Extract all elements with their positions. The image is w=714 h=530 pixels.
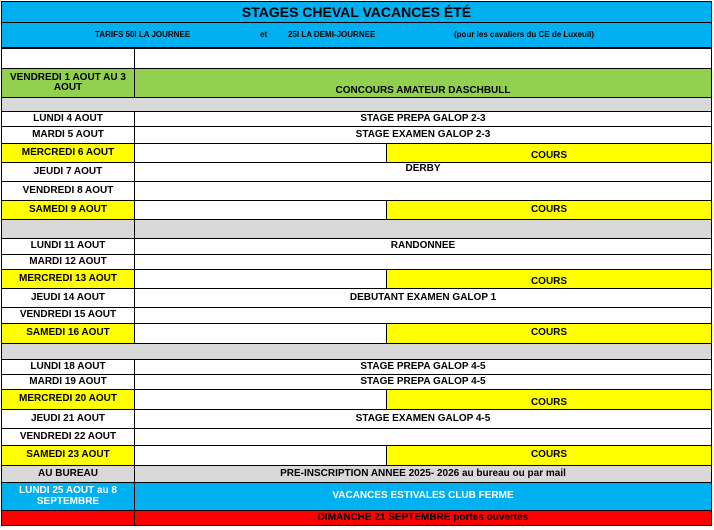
day-label: VENDREDI 8 AOUT xyxy=(1,181,135,201)
event-cell: DEBUTANT EXAMEN GALOP 1 xyxy=(134,288,712,308)
day-label: VENDREDI 15 AOUT xyxy=(1,307,135,324)
blank-cell xyxy=(134,323,387,344)
blank-cell xyxy=(134,428,712,446)
week-separator xyxy=(1,97,712,112)
blank-cell xyxy=(134,143,387,163)
blank-cell xyxy=(134,200,387,220)
blank-cell xyxy=(1,48,135,69)
day-label: LUNDI 4 AOUT xyxy=(1,111,135,127)
event-cell: CONCOURS AMATEUR DASCHBULL xyxy=(134,68,712,98)
day-label: MERCREDI 20 AOUT xyxy=(1,389,135,410)
red-cell xyxy=(1,510,135,526)
day-label: JEUDI 21 AOUT xyxy=(1,409,135,429)
event-cell: STAGE EXAMEN GALOP 2-3 xyxy=(134,126,712,144)
day-label: MARDI 19 AOUT xyxy=(1,374,135,390)
day-label: MARDI 5 AOUT xyxy=(1,126,135,144)
tarif-journee: TARIFS 50I LA JOURNEE xyxy=(95,30,191,39)
cours-cell: COURS xyxy=(386,269,712,289)
tarif-et: et xyxy=(260,30,268,39)
blank-cell xyxy=(134,307,712,324)
event-cell: VACANCES ESTIVALES CLUB FERME xyxy=(134,482,712,511)
day-label: LUNDI 18 AOUT xyxy=(1,359,135,375)
blank-cell xyxy=(134,181,712,201)
day-label: MARDI 12 AOUT xyxy=(1,254,135,270)
event-cell: DIMANCHE 21 SEPTEMBRE portes ouvertes xyxy=(134,510,712,526)
tarifs-row xyxy=(1,22,712,48)
blank-cell xyxy=(134,269,387,289)
week-separator xyxy=(1,219,135,239)
cours-cell: COURS xyxy=(386,389,712,410)
cours-cell: COURS xyxy=(386,143,712,163)
cours-cell: COURS xyxy=(386,445,712,466)
day-label: JEUDI 7 AOUT xyxy=(1,162,135,182)
event-cell: STAGE PREPA GALOP 2-3 xyxy=(134,111,712,127)
blank-cell xyxy=(134,389,387,410)
blank-cell xyxy=(134,254,712,270)
event-cell: STAGE EXAMEN GALOP 4-5 xyxy=(134,409,712,429)
blank-cell xyxy=(134,445,387,466)
week-separator xyxy=(1,343,712,360)
day-label: SAMEDI 16 AOUT xyxy=(1,323,135,344)
cours-cell: COURS xyxy=(386,200,712,220)
blank-cell xyxy=(134,48,712,69)
day-label: LUNDI 11 AOUT xyxy=(1,238,135,255)
day-label: MERCREDI 13 AOUT xyxy=(1,269,135,289)
day-label: LUNDI 25 AOUT au 8 SEPTEMBRE xyxy=(1,482,135,511)
day-label: AU BUREAU xyxy=(1,465,135,483)
day-label: VENDREDI 22 AOUT xyxy=(1,428,135,446)
event-cell: PRE-INSCRIPTION ANNEE 2025- 2026 au bureau ou par mail xyxy=(134,465,712,483)
day-label: VENDREDI 1 AOUT AU 3 AOUT xyxy=(1,68,135,98)
event-cell: STAGE PREPA GALOP 4-5 xyxy=(134,359,712,375)
tarif-note: (pour les cavaliers du CE de Luxeuil) xyxy=(454,30,595,39)
event-cell: RANDONNEE xyxy=(134,238,712,255)
day-label: MERCREDI 6 AOUT xyxy=(1,143,135,163)
week-separator xyxy=(134,219,712,239)
tarif-demi-journee: 25I LA DEMI-JOURNEE xyxy=(288,30,376,39)
event-cell: STAGE PREPA GALOP 4-5 xyxy=(134,374,712,390)
day-label: SAMEDI 9 AOUT xyxy=(1,200,135,220)
day-label: JEUDI 14 AOUT xyxy=(1,288,135,308)
day-label: SAMEDI 23 AOUT xyxy=(1,445,135,466)
event-cell: DERBY xyxy=(134,162,712,182)
cours-cell: COURS xyxy=(386,323,712,344)
page-title: STAGES CHEVAL VACANCES ÉTÉ xyxy=(1,1,712,23)
